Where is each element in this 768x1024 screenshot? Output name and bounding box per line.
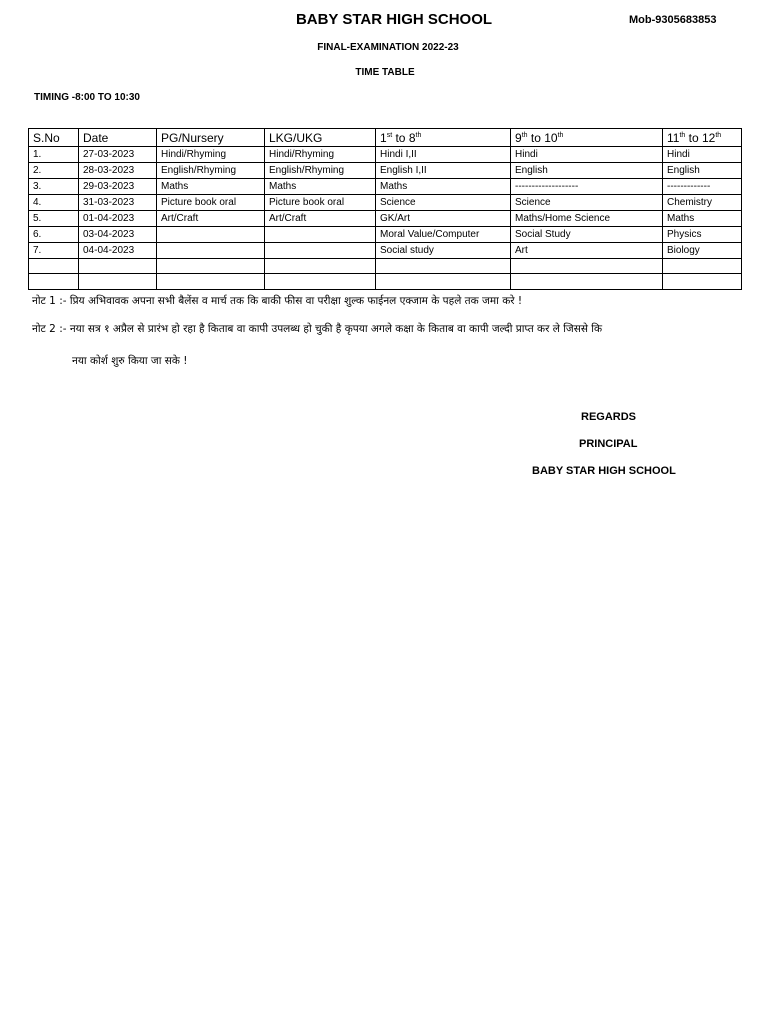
cell-lkg-ukg: English/Rhyming	[265, 163, 376, 179]
table-row	[29, 179, 742, 195]
cell-pg-nursery: Picture book oral	[157, 195, 265, 211]
cell-pg-nursery	[157, 243, 265, 259]
cell-sno: 4.	[29, 195, 79, 211]
cell-11th-to-12th: English	[663, 163, 742, 179]
exam-title: FINAL-EXAMINATION 2022-23	[317, 42, 459, 53]
table-row	[29, 211, 742, 227]
column-header-lkg-ukg: LKG/UKG	[265, 129, 376, 147]
cell-pg-nursery	[157, 227, 265, 243]
cell-lkg-ukg	[265, 243, 376, 259]
signature-principal: PRINCIPAL	[579, 438, 638, 450]
table-row	[29, 195, 742, 211]
cell-11th-to-12th: Chemistry	[663, 195, 742, 211]
cell-date: 27-03-2023	[79, 147, 157, 163]
exam-timetable	[28, 128, 742, 290]
cell-sno: 1.	[29, 147, 79, 163]
exam-timing: TIMING -8:00 TO 10:30	[34, 92, 140, 103]
note-2-continued: नया कोर्श शुरु किया जा सके !	[72, 355, 188, 367]
cell-9th-to-10th: Maths/Home Science	[511, 211, 663, 227]
cell-pg-nursery: Art/Craft	[157, 211, 265, 227]
cell-11th-to-12th: Hindi	[663, 147, 742, 163]
note-2: नोट 2 :- नया सत्र १ अप्रैल से प्रारंभ हो रहा है किताब वा कापी उपलब्ध हो चुकी है कृपया अगले कक्षा के किताब वा कापी जल्दी प्राप्त कर ले जिससे कि	[32, 323, 603, 335]
school-name: BABY STAR HIGH SCHOOL	[295, 11, 493, 28]
cell-date: 29-03-2023	[79, 179, 157, 195]
empty-table-row	[29, 274, 742, 290]
cell-lkg-ukg: Hindi/Rhyming	[265, 147, 376, 163]
column-header-date: Date	[79, 129, 157, 147]
signature-school-name: BABY STAR HIGH SCHOOL	[532, 465, 676, 477]
cell-9th-to-10th: English	[511, 163, 663, 179]
cell-1st-to-8th: Maths	[376, 179, 511, 195]
timetable-title: TIME TABLE	[355, 67, 415, 78]
table-header-row	[29, 129, 742, 147]
mobile-number: Mob-9305683853	[629, 14, 717, 26]
cell-lkg-ukg: Maths	[265, 179, 376, 195]
table-row	[29, 163, 742, 179]
cell-pg-nursery: Maths	[157, 179, 265, 195]
cell-sno: 7.	[29, 243, 79, 259]
cell-9th-to-10th: Social Study	[511, 227, 663, 243]
cell-1st-to-8th: Moral Value/Computer	[376, 227, 511, 243]
cell-1st-to-8th: Social study	[376, 243, 511, 259]
cell-11th-to-12th: Maths	[663, 211, 742, 227]
cell-1st-to-8th: Science	[376, 195, 511, 211]
cell-sno: 5.	[29, 211, 79, 227]
cell-lkg-ukg: Art/Craft	[265, 211, 376, 227]
table-row	[29, 243, 742, 259]
cell-date: 01-04-2023	[79, 211, 157, 227]
cell-11th-to-12th: Biology	[663, 243, 742, 259]
empty-table-row	[29, 259, 742, 274]
cell-1st-to-8th: English I,II	[376, 163, 511, 179]
column-header-1st-to-8th: 1st to 8th	[376, 129, 511, 147]
cell-1st-to-8th: GK/Art	[376, 211, 511, 227]
cell-11th-to-12th: Physics	[663, 227, 742, 243]
column-header-sno: S.No	[29, 129, 79, 147]
signature-regards: REGARDS	[581, 411, 637, 423]
cell-sno: 2.	[29, 163, 79, 179]
cell-1st-to-8th: Hindi I,II	[376, 147, 511, 163]
cell-9th-to-10th: -------------------	[511, 179, 663, 195]
cell-date: 04-04-2023	[79, 243, 157, 259]
cell-11th-to-12th: -------------	[663, 179, 742, 195]
cell-lkg-ukg	[265, 227, 376, 243]
cell-date: 03-04-2023	[79, 227, 157, 243]
cell-pg-nursery: English/Rhyming	[157, 163, 265, 179]
cell-date: 31-03-2023	[79, 195, 157, 211]
table-row	[29, 227, 742, 243]
cell-pg-nursery: Hindi/Rhyming	[157, 147, 265, 163]
table-row	[29, 147, 742, 163]
cell-9th-to-10th: Hindi	[511, 147, 663, 163]
cell-sno: 6.	[29, 227, 79, 243]
cell-9th-to-10th: Science	[511, 195, 663, 211]
cell-lkg-ukg: Picture book oral	[265, 195, 376, 211]
column-header-9th-to-10th: 9th to 10th	[511, 129, 663, 147]
cell-sno: 3.	[29, 179, 79, 195]
cell-date: 28-03-2023	[79, 163, 157, 179]
note-1: नोट 1 :- प्रिय अभिवावक अपना सभी बैलेंस व मार्च तक कि बाकी फीस वा परीक्षा शुल्क फाईनल एक्जाम के पहले तक जमा करे !	[32, 295, 523, 307]
column-header-11th-to-12th: 11th to 12th	[663, 129, 742, 147]
cell-9th-to-10th: Art	[511, 243, 663, 259]
column-header-pg-nursery: PG/Nursery	[157, 129, 265, 147]
